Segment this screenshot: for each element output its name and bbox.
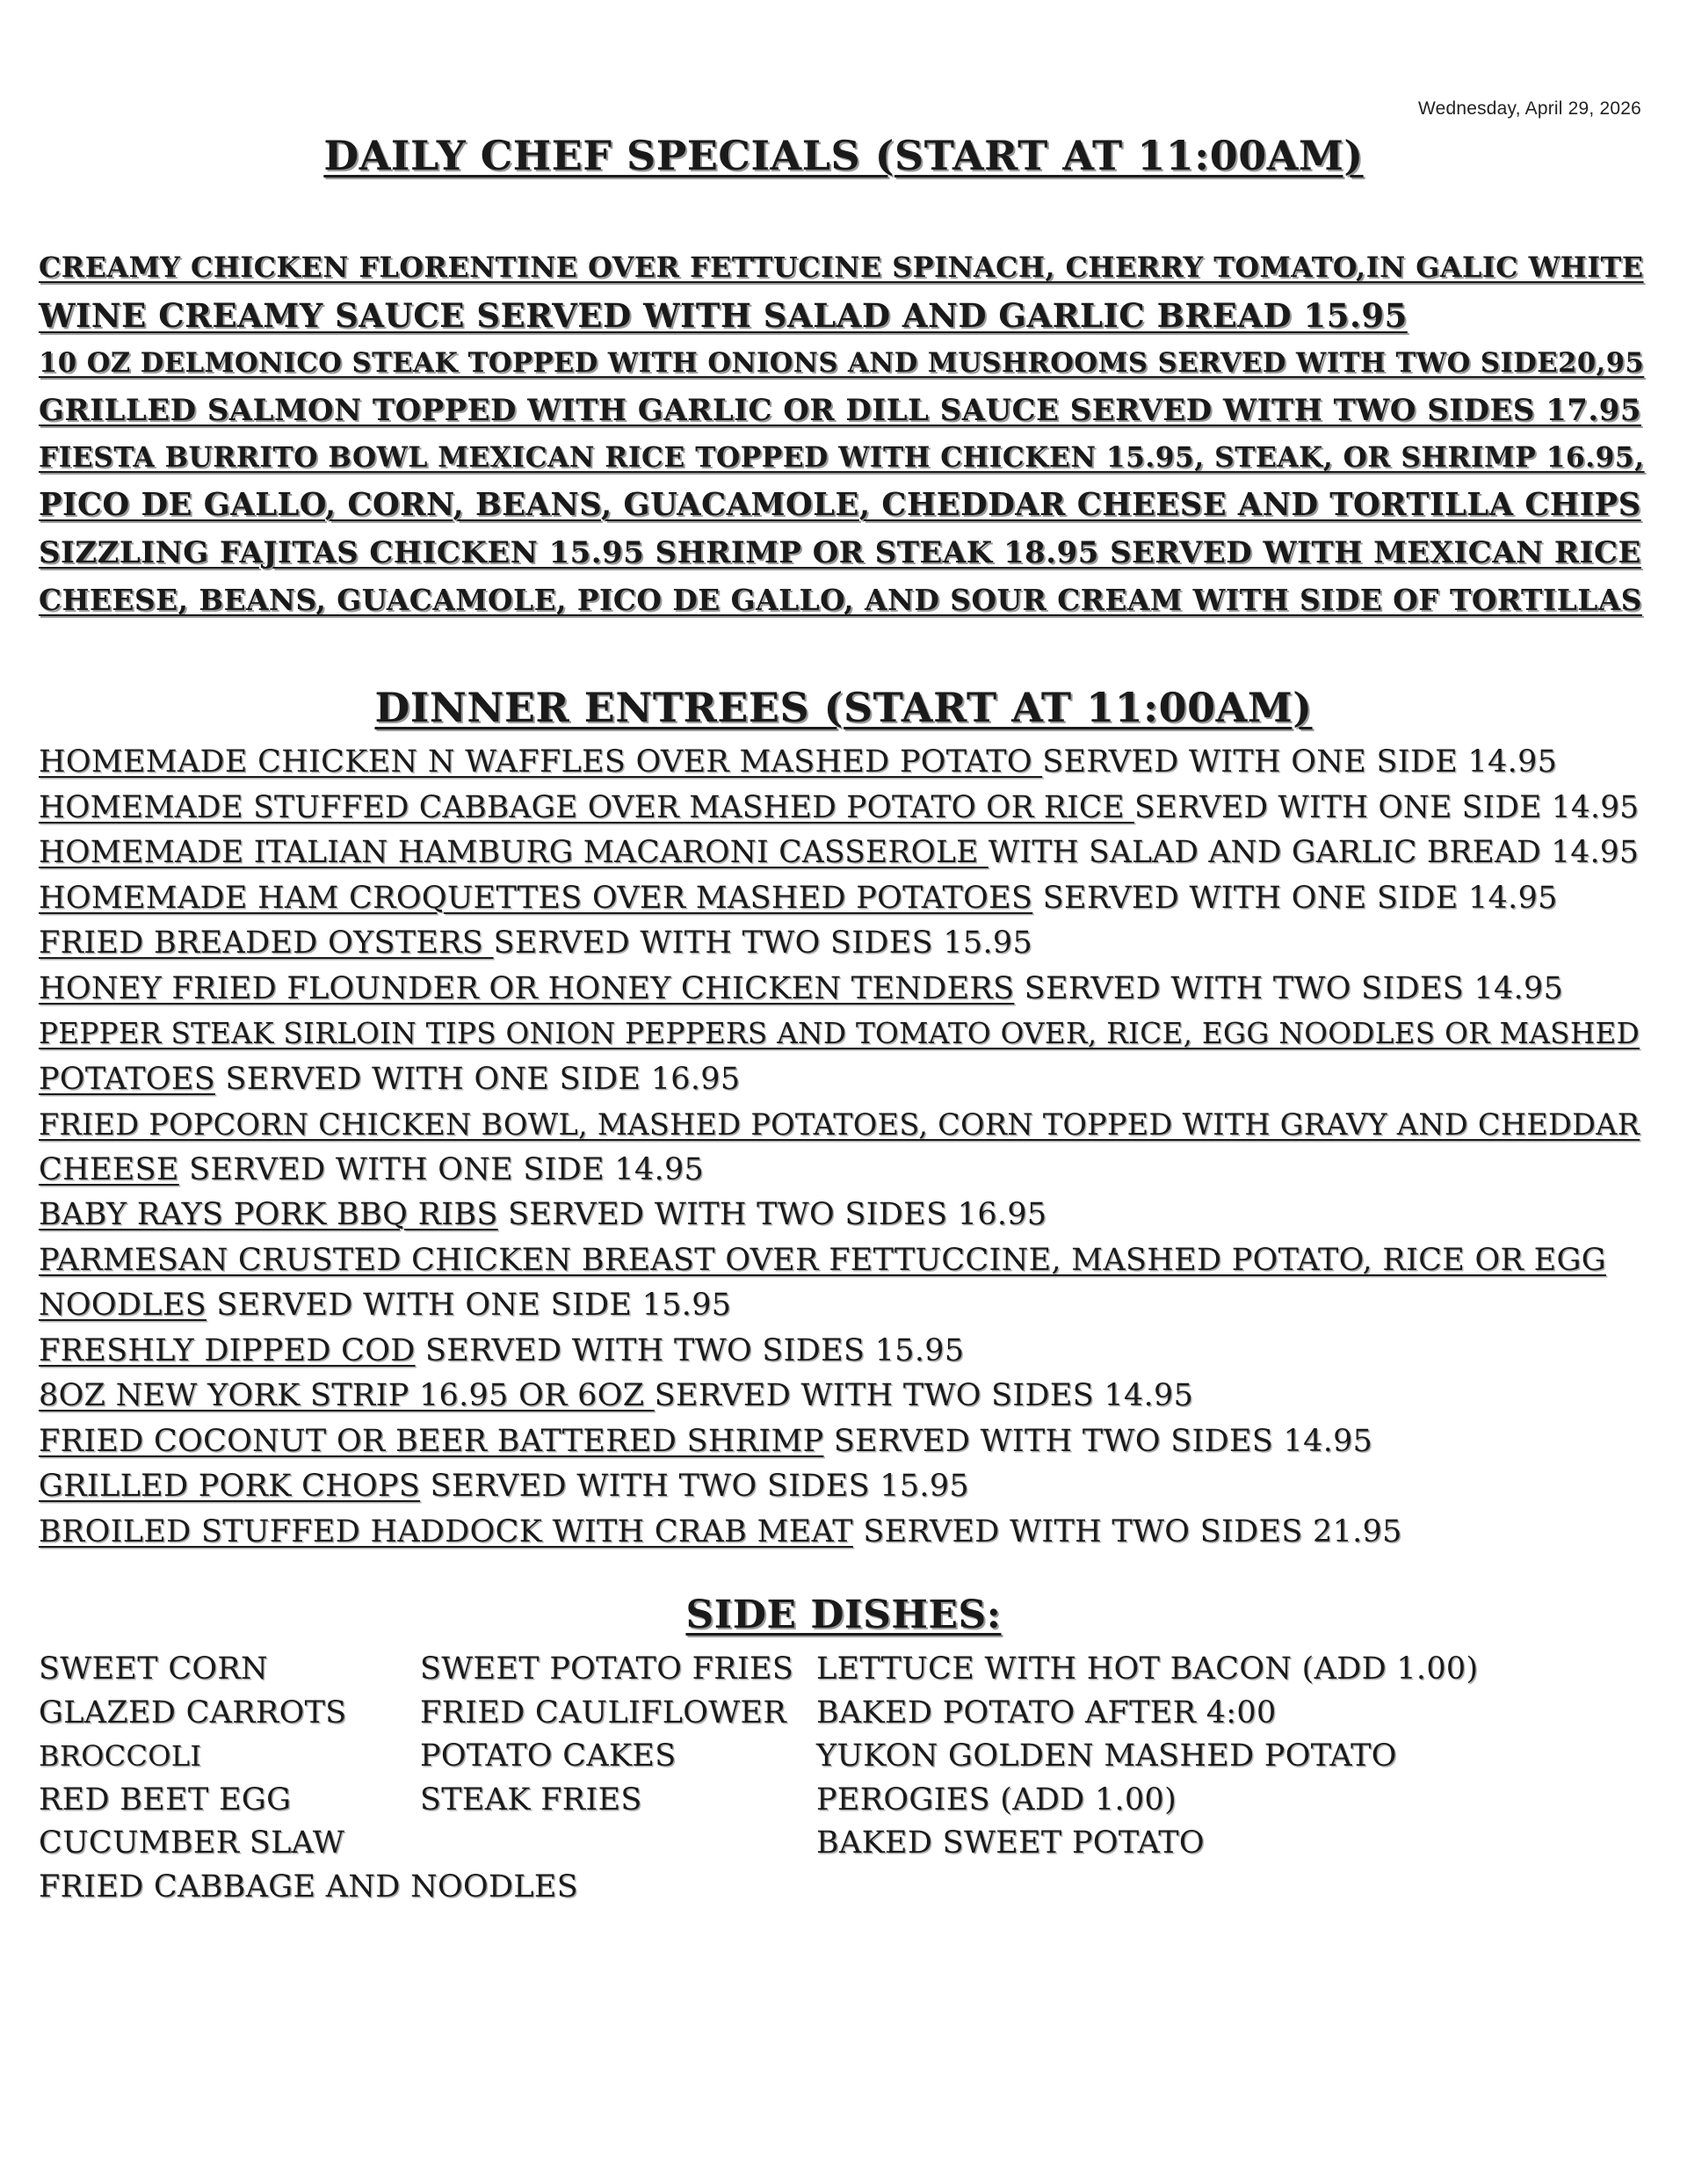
entree-line [39,876,1655,922]
entree-line [39,1057,1655,1103]
specials-line: GRILLED SALMON TOPPED WITH GARLIC OR DILL SAUCE SERVED WITH TWO SIDES 17.95 [39,393,1641,428]
entree-name: PARMESAN CRUSTED CHICKEN BREAST OVER FETTUCCINE, MASHED POTATO, RICE OR EGG [39,1242,1607,1278]
side-item: CUCUMBER SLAW [39,1825,345,1861]
entree-line [39,1102,1655,1148]
entree-name: HOMEMADE CHICKEN N WAFFLES OVER MASHED POTATO [39,744,1043,780]
entree-detail: SERVED WITH ONE SIDE 14.95 [1042,744,1558,780]
entree-detail: SERVED WITH TWO SIDES 15.95 [493,925,1033,961]
sides-column-2 [420,1648,793,1822]
entree-name: GRILLED PORK CHOPS [39,1469,421,1504]
specials-line: PICO DE GALLO, CORN, BEANS, GUACAMOLE, CHEDDAR CHEESE AND TORTILLA CHIPS [39,487,1641,523]
sides-heading: SIDE DISHES: [685,1593,1002,1637]
entree-detail: SERVED WITH TWO SIDES 15.95 [420,1469,969,1504]
side-item: BROCCOLI [39,1739,202,1773]
entree-name: PEPPER STEAK SIRLOIN TIPS ONION PEPPERS AND TOMATO OVER, RICE, EGG NOODLES OR MASHED [39,1017,1640,1050]
entree-line [39,1148,1655,1194]
entree-detail: SERVED WITH ONE SIDE 14.95 [1032,880,1558,916]
specials-line: SIZZLING FAJITAS CHICKEN 15.95 SHRIMP OR STEAK 18.95 SERVED WITH MEXICAN RICE [39,535,1641,570]
entree-detail: SERVED WITH TWO SIDES 14.95 [823,1423,1373,1459]
entree-line [39,1283,1655,1329]
entree-name: HOMEMADE STUFFED CABBAGE OVER MASHED POTATO OR RICE [39,789,1135,825]
entree-line [39,1510,1655,1556]
side-item: LETTUCE WITH HOT BACON (ADD 1.00) [816,1651,1479,1687]
specials-heading: DAILY CHEF SPECIALS (START AT 11:00AM) [323,132,1364,179]
entree-detail: SERVED WITH ONE SIDE 14.95 [1134,789,1640,825]
entree-line [39,1329,1655,1375]
entree-detail: SERVED WITH TWO SIDES 16.95 [497,1197,1047,1232]
entrees-heading: DINNER ENTREES (START AT 11:00AM) [374,684,1313,731]
side-item: STEAK FRIES [420,1781,642,1818]
side-item: SWEET CORN [39,1651,268,1687]
entree-line [39,1238,1655,1284]
side-item: FRIED CABBAGE AND NOODLES [39,1868,579,1905]
entree-name: HONEY FRIED FLOUNDER OR HONEY CHICKEN TENDERS [39,970,1015,1006]
specials-line: FIESTA BURRITO BOWL MEXICAN RICE TOPPED WITH CHICKEN 15.95, STEAK, OR SHRIMP 16.95, [39,442,1645,474]
entree-name: HOMEMADE ITALIAN HAMBURG MACARONI CASSEROLE [39,835,988,870]
side-item: BAKED POTATO AFTER 4:00 [816,1694,1277,1731]
entree-line [39,1464,1655,1510]
entree-name: HOMEMADE HAM CROQUETTES OVER MASHED POTATOES [39,880,1033,916]
entree-line [39,740,1655,786]
side-item: BAKED SWEET POTATO [816,1825,1205,1861]
entree-detail: SERVED WITH ONE SIDE 14.95 [178,1151,705,1187]
entree-name: FRIED BREADED OYSTERS [39,925,494,961]
entree-line [39,786,1655,831]
entree-detail: SERVED WITH TWO SIDES 14.95 [654,1378,1194,1413]
entree-name: NOODLES [39,1288,206,1323]
entree-line [39,1012,1655,1057]
entree-detail: WITH SALAD AND GARLIC BREAD 14.95 [988,835,1640,870]
sides-column-3 [816,1648,1478,1866]
entree-detail: SERVED WITH ONE SIDE 15.95 [206,1288,732,1323]
side-item: RED BEET EGG [39,1781,292,1818]
entree-line [39,967,1655,1012]
specials-list [39,244,1655,624]
side-item: SWEET POTATO FRIES [420,1651,794,1687]
entree-detail: SERVED WITH TWO SIDES 15.95 [415,1332,965,1368]
menu-date: Wednesday, April 29, 2026 [1417,98,1641,119]
entree-line [39,921,1655,967]
side-item: YUKON GOLDEN MASHED POTATO [816,1738,1397,1774]
specials-line: WINE CREAMY SAUCE SERVED WITH SALAD AND GARLIC BREAD 15.95 [39,296,1408,335]
side-item: FRIED CAULIFLOWER [420,1694,787,1731]
side-item: GLAZED CARROTS [39,1694,347,1731]
entree-line [39,831,1655,876]
entree-name: BROILED STUFFED HADDOCK WITH CRAB MEAT [39,1513,853,1549]
entree-name: BABY RAYS PORK BBQ RIBS [39,1197,498,1232]
entree-detail: SERVED WITH TWO SIDES 14.95 [1014,970,1564,1006]
entrees-list [39,740,1655,1555]
entree-name: 8OZ NEW YORK STRIP 16.95 OR 6OZ [39,1378,655,1413]
entree-name: FRIED POPCORN CHICKEN BOWL, MASHED POTATOES, CORN TOPPED WITH GRAVY AND CHEDDAR [39,1107,1640,1142]
specials-line: CHEESE, BEANS, GUACAMOLE, PICO DE GALLO, AND SOUR CREAM WITH SIDE OF TORTILLAS [39,583,1642,617]
entree-name: POTATOES [39,1061,216,1097]
entree-line [39,1193,1655,1238]
specials-line: 10 OZ DELMONICO STEAK TOPPED WITH ONIONS AND MUSHROOMS SERVED WITH TWO SIDE20,95 [39,347,1645,379]
entree-name: FRESHLY DIPPED COD [39,1332,416,1368]
entree-line [39,1419,1655,1465]
entree-line [39,1374,1655,1419]
side-item: PEROGIES (ADD 1.00) [816,1781,1177,1818]
specials-line: CREAMY CHICKEN FLORENTINE OVER FETTUCINE SPINACH, CHERRY TOMATO,IN GALIC WHITE [39,251,1644,284]
entree-detail: SERVED WITH ONE SIDE 16.95 [215,1061,741,1097]
side-item: POTATO CAKES [420,1738,677,1774]
entree-detail: SERVED WITH TWO SIDES 21.95 [852,1513,1402,1549]
entree-name: CHEESE [39,1151,179,1187]
entree-name: FRIED COCONUT OR BEER BATTERED SHRIMP [39,1423,824,1459]
